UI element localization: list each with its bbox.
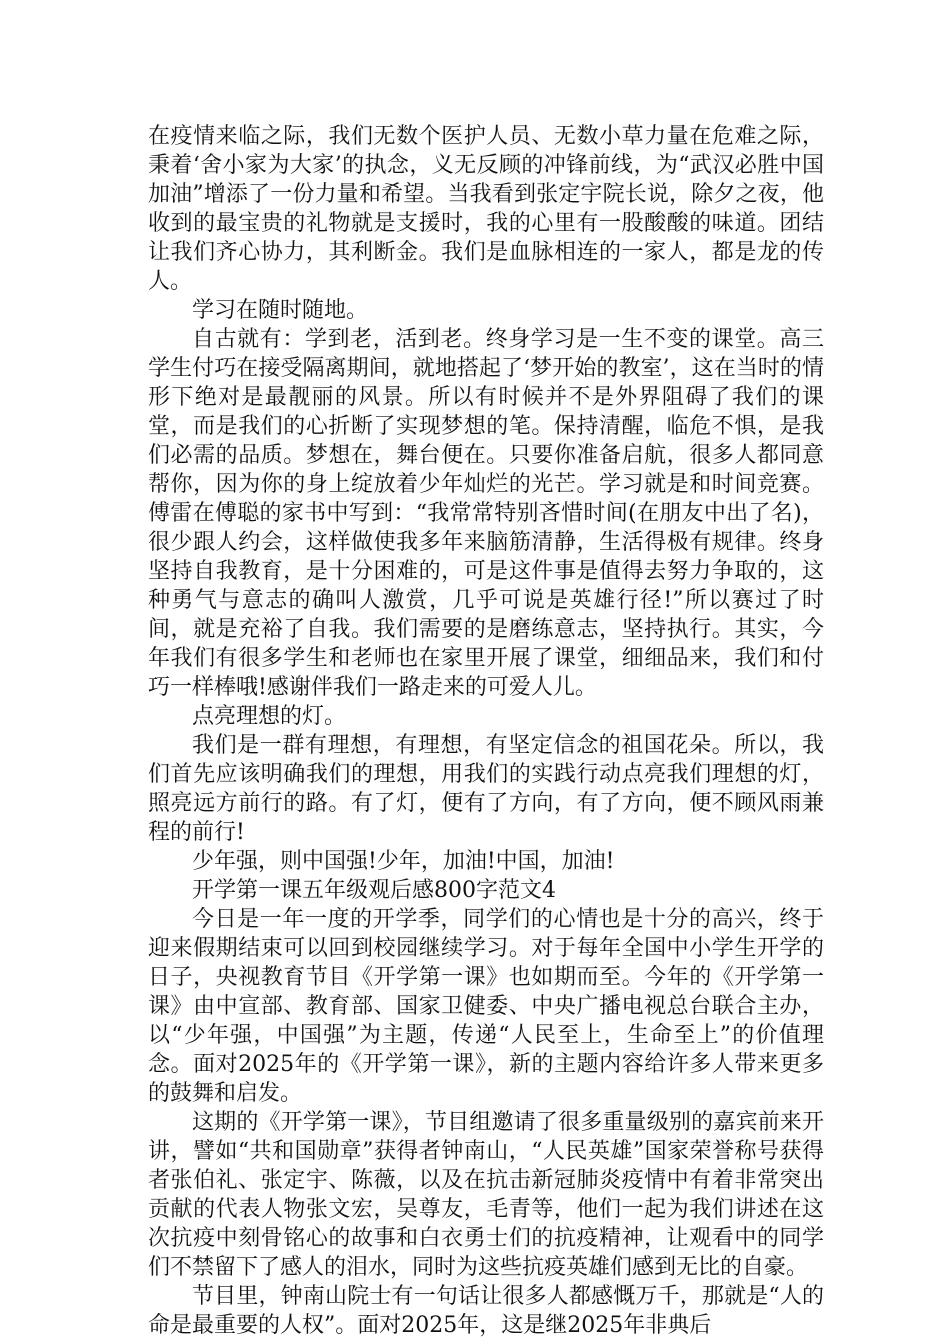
paragraph-guests: 这期的《开学第一课》，节目组邀请了很多重量级别的嘉宾前来开讲，譬如“共和国勋章”获得者钟南山，“人民英雄”国家荣誉称号获得者张伯礼、张定宇、陈薇，以及在抗击新冠肺炎疫情中有着非常突出贡献的代表人物张文宏，吴尊友，毛青等，他们一起为我们讲述在这次抗疫中刻骨铭心的故事和白衣勇士们的抗疫精神，让观看中的同学们不禁留下了感人的泪水，同时为这些抗疫英雄们感到无比的自豪。 bbox=[148, 1110, 824, 1280]
paragraph-learning: 自古就有：学到老，活到老。终身学习是一生不变的课堂。高三学生付巧在接受隔离期间，就地搭起了‘梦开始的教室’，这在当时的情形下绝对是最靓丽的风景。所以有时候并不是外界阻碍了我们的课堂，而是我们的心折断了实现梦想的笔。保持清醒，临危不惧，是我们必需的品质。梦想在，舞台便在。只要你准备启航，很多人都同意帮你，因为你的身上绽放着少年灿烂的光芒。学习就是和时间竞赛。傅雷在傅聪的家书中写到：“我常常特别吝惜时间(在朋友中出了名)，很少跟人约会，这样做使我多年来脑筋清静，生活得极有规律。终身坚持自我教育，是十分困难的，可是这件事是值得去努力争取的，这种勇气与意志的确叫人激赏，几乎可说是英雄行径!”所以赛过了时间，就是充裕了自我。我们需要的是磨练意志，坚持执行。其实，今年我们有很多学生和老师也在家里开展了课堂，细细品来，我们和付巧一样棒哦!感谢伴我们一路走来的可爱人儿。 bbox=[148, 327, 824, 700]
paragraph-ideal: 我们是一群有理想，有理想，有坚定信念的祖国花朵。所以，我们首先应该明确我们的理想，用我们的实践行动点亮我们理想的灯，照亮远方前行的路。有了灯，便有了方向，有了方向，便不顾风雨兼程的前行! bbox=[148, 733, 824, 845]
paragraph-zhong-nanshan: 节目里，钟南山院士有一句话让很多人都感慨万千，那就是“人的命是最重要的人权”。面对2025年，这是继2025年非典后 bbox=[148, 1284, 824, 1338]
section-heading-ideal-lamp: 点亮理想的灯。 bbox=[192, 704, 347, 729]
section-heading-essay-4: 开学第一课五年级观后感800字范文4 bbox=[192, 878, 556, 903]
document-page bbox=[148, 122, 824, 1340]
section-heading-learning: 学习在随时随地。 bbox=[192, 298, 369, 323]
paragraph-season: 今日是一年一度的开学季，同学们的心情也是十分的高兴，终于迎来假期结束可以回到校园继续学习。对于每年全国中小学生开学的日子，央视教育节目《开学第一课》也如期而至。今年的《开学第一课》由中宣部、教育部、国家卫健委、中央广播电视总台联合主办，以“少年强，中国强”为主题，传递“人民至上，生命至上”的价值理念。面对2025年的《开学第一课》，新的主题内容给许多人带来更多的鼓舞和启发。 bbox=[148, 907, 824, 1106]
paragraph-slogan: 少年强，则中国强!少年，加油!中国，加油! bbox=[192, 849, 615, 874]
paragraph-intro: 在疫情来临之际，我们无数个医护人员、无数小草力量在危难之际，秉着‘舍小家为大家’的执念，义无反顾的冲锋前线，为“武汉必胜中国加油”增添了一份力量和希望。当我看到张定宇院长说，除夕之夜，他收到的最宝贵的礼物就是支援时，我的心里有一股酸酸的味道。团结让我们齐心协力，其利断金。我们是血脉相连的一家人，都是龙的传人。 bbox=[148, 124, 824, 294]
